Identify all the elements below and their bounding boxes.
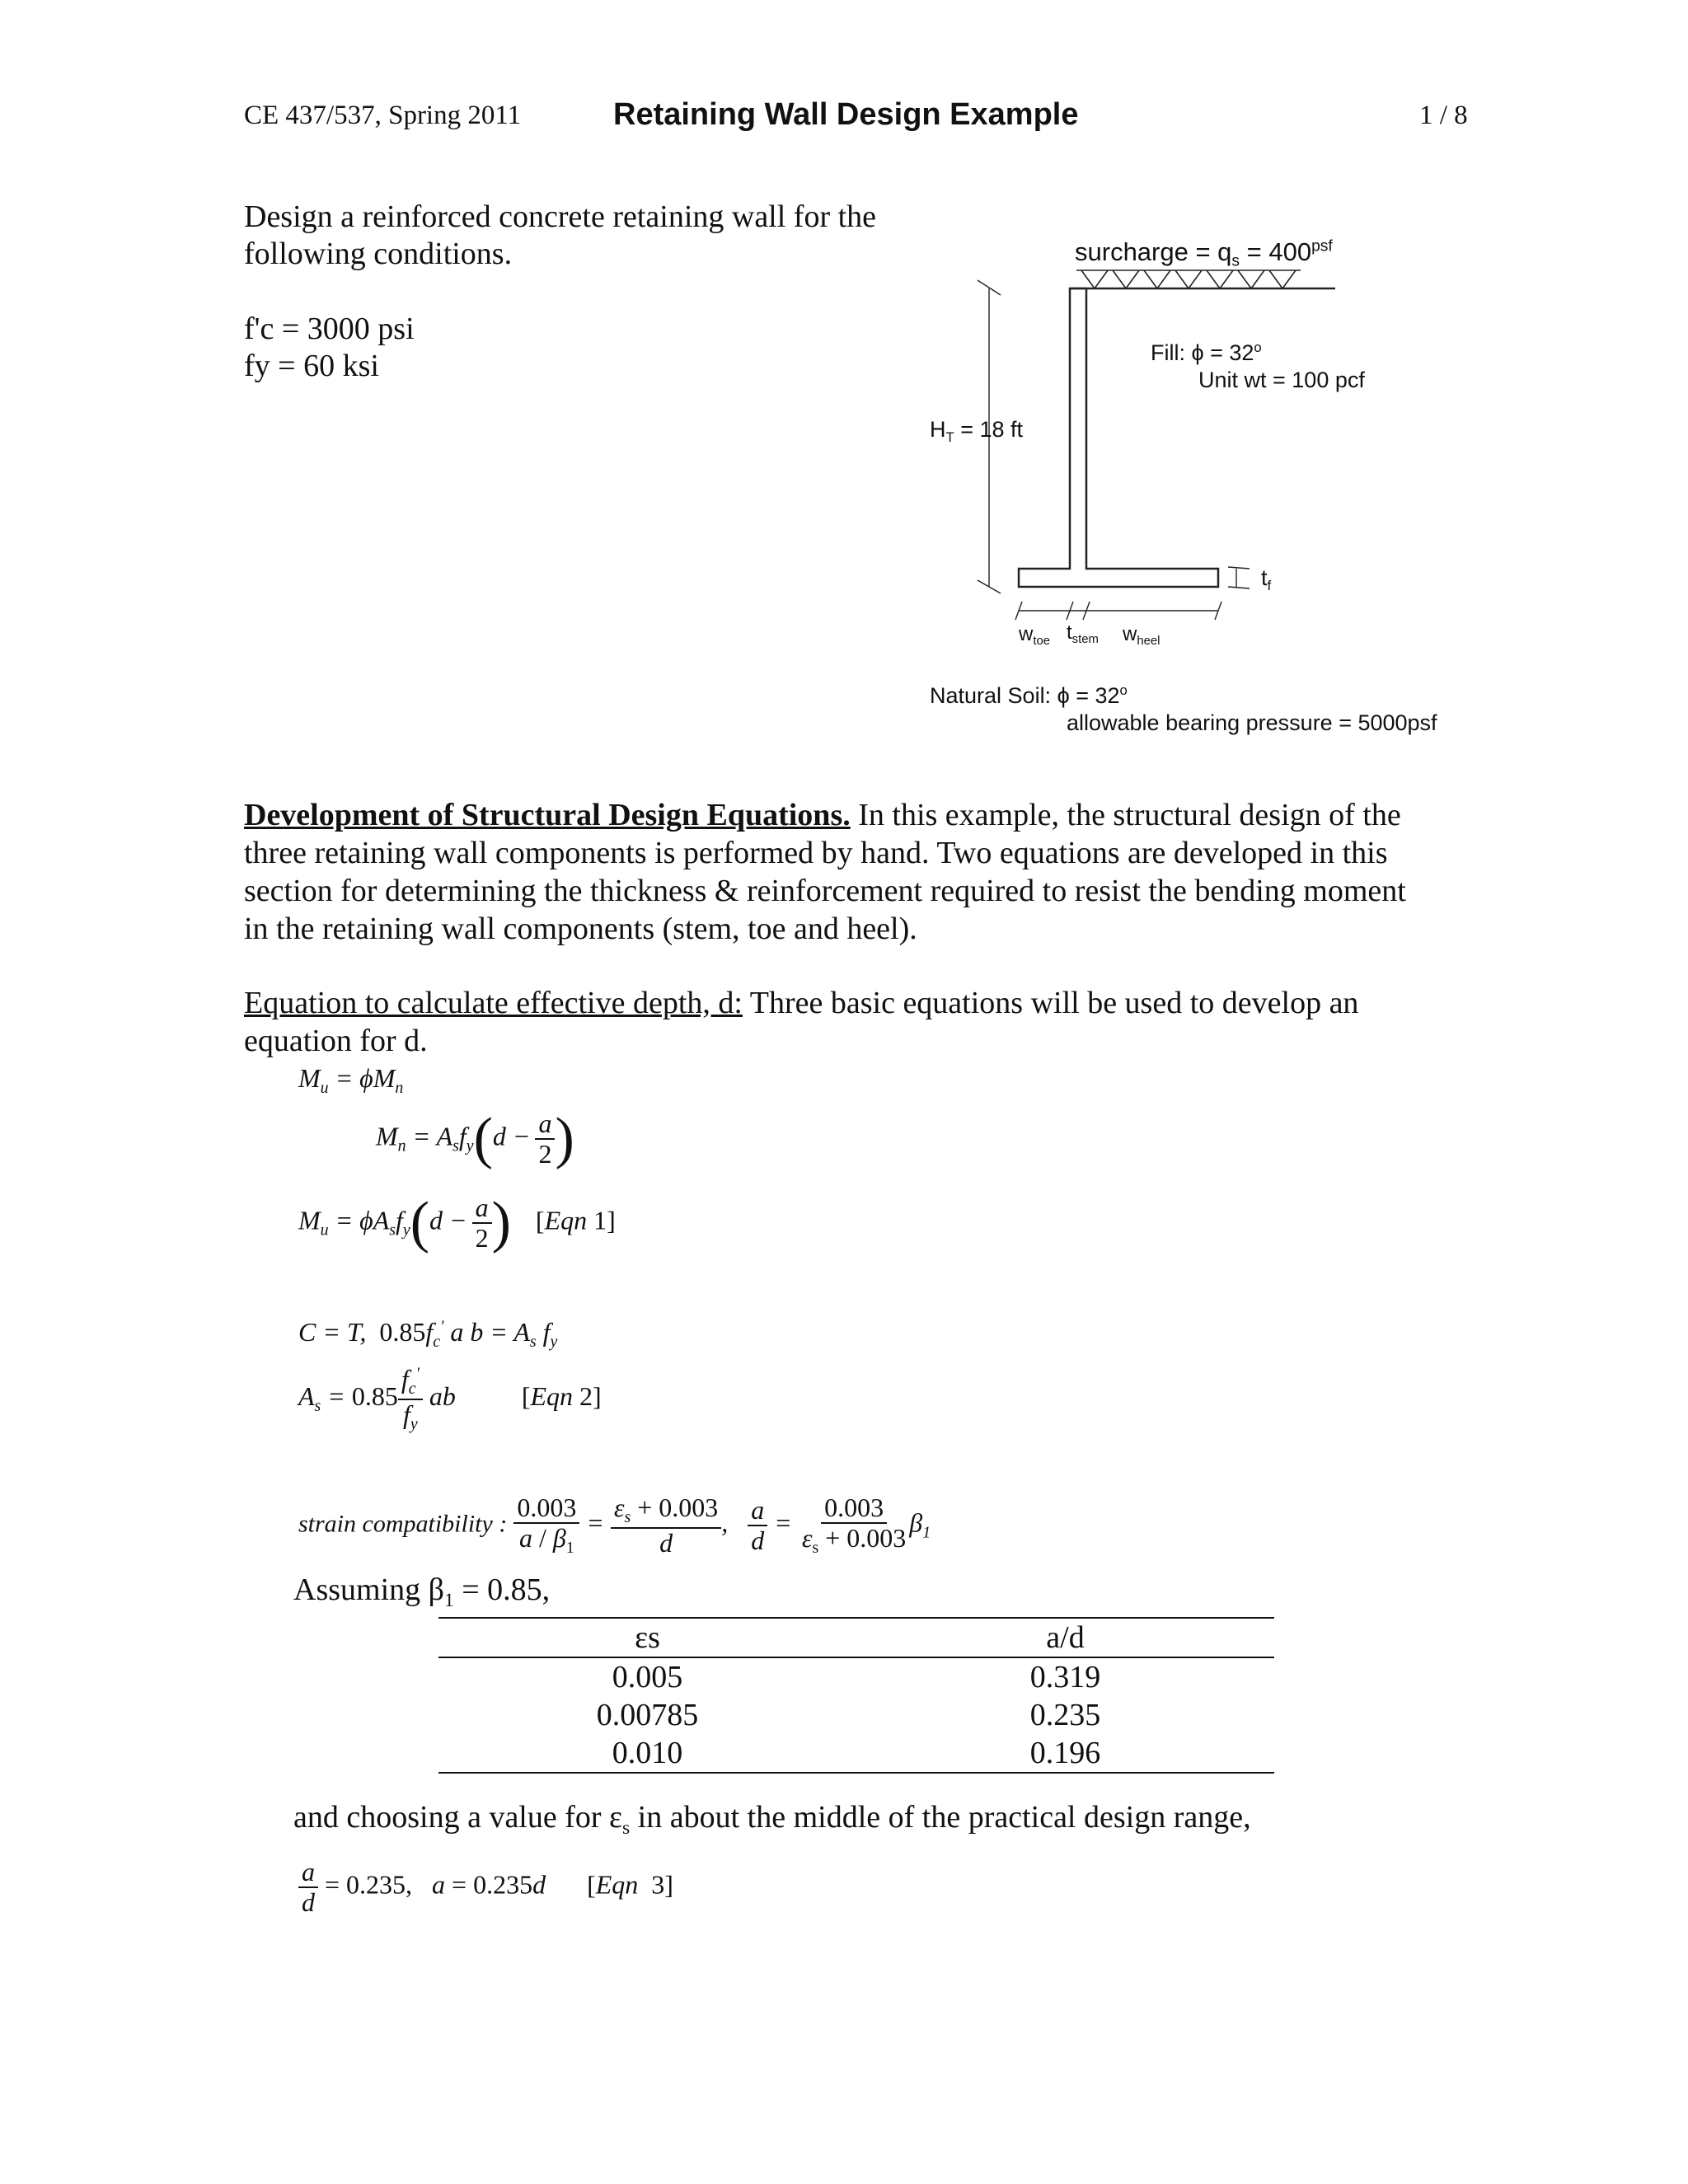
equation-mn: $M_n = A_sf_y(d$ − $\frac{a}{2}$ ) <box>376 1107 574 1171</box>
wall-height-label: $H_T = 18$ ft <box>930 417 1024 445</box>
surcharge-label: surcharge = $q_s = 400^{psf}$ <box>1075 237 1333 270</box>
column-header-strain: εs <box>635 1620 660 1655</box>
development-paragraph-line-1: Development of Structural Design Equations. In this example, the structural design of the <box>244 798 1401 832</box>
table-cell: 0.00785 <box>596 1698 699 1732</box>
table-row <box>438 1696 1274 1734</box>
strain-compatibility-label: strain compatibility : <box>298 1510 508 1538</box>
table-cell: 0.235 <box>1029 1698 1101 1732</box>
page-number: 1 / 8 <box>1419 101 1468 130</box>
table-cell: 0.005 <box>612 1660 683 1694</box>
development-heading: Development of Structural Design Equations. <box>244 798 851 832</box>
intro-line-2: following conditions. <box>244 237 513 271</box>
retaining-wall-diagram <box>0 0 1688 742</box>
table-cell: 0.010 <box>612 1736 683 1770</box>
toe-width-label: $w_{toe}$ <box>1019 623 1051 649</box>
footing-thickness-label: $t_f$ <box>1261 565 1272 593</box>
fill-friction-label: Fill: $\phi = 32^o$ <box>1151 340 1262 365</box>
heel-width-label: $w_{heel}$ <box>1123 623 1160 649</box>
equation-3: $\frac{a}{d}$ = 0.235, a = 0.235d [Eqn 3] <box>298 1858 673 1917</box>
choosing-strain-sentence: and choosing a value for $\varepsilon_s$ in about the middle of the practical design range, <box>293 1800 1251 1840</box>
effective-depth-line-2: equation for d. <box>244 1024 428 1058</box>
table-cell: 0.196 <box>1029 1736 1101 1770</box>
equation-mu-phi-mn: $M_u = \phi M_n$ <box>298 1063 404 1097</box>
table-row <box>438 1657 1274 1696</box>
effective-depth-heading: Equation to calculate effective depth, d: <box>244 986 743 1020</box>
page-title: Retaining Wall Design Example <box>613 97 1079 132</box>
table-cell: 0.319 <box>1029 1660 1101 1694</box>
equation-2: $A_s = 0.85$ $\frac{f_c'}{f_y}$ ab [Eqn 2] <box>298 1364 602 1433</box>
column-header-a-over-d: a/d <box>1046 1620 1085 1655</box>
intro-line-1: Design a reinforced concrete retaining wall for the <box>244 199 877 234</box>
equation-strain-compatibility: strain compatibility : $\frac{0.003}{a / \beta_1}$ = $\frac{\varepsilon_s + 0.003}{d}$ , $\frac{a}{d}$ = $\frac{0.003}{\varepsilon_s + 0.003}$ $\beta_1$ <box>298 1493 931 1558</box>
stem-thickness-label: $t_{stem}$ <box>1067 621 1099 647</box>
course-label: CE 437/537, Spring 2011 <box>244 101 522 130</box>
strain-ratio-table <box>438 1617 1274 1774</box>
bearing-pressure-label: allowable bearing pressure = 5000psf <box>1067 710 1437 735</box>
fill-unit-weight: Unit wt = 100 pcf <box>1198 368 1365 392</box>
equation-c-equals-t: C = T, $0.85f_c'$ a $b = A_s$ $f_y$ <box>298 1317 558 1351</box>
development-paragraph-line-4: in the retaining wall components (stem, toe and heel). <box>244 912 917 946</box>
concrete-strength: f'c = 3000 psi <box>244 312 415 346</box>
effective-depth-line-1: Equation to calculate effective depth, d: Three basic equations will be used to develop an <box>244 986 1359 1020</box>
steel-yield: fy = 60 ksi <box>244 349 379 383</box>
table-header-row <box>438 1618 1274 1657</box>
assuming-beta: Assuming $\beta_1 = 0.85$, <box>293 1572 551 1612</box>
table-row <box>438 1734 1274 1773</box>
development-paragraph-line-3: section for determining the thickness & reinforcement required to resist the bending moment <box>244 874 1406 908</box>
natural-soil-label: Natural Soil: $\phi = 32^o$ <box>930 682 1128 708</box>
equation-1: $M_u = \phi A_sf_y(d$ − $\frac{a}{2}$ ) [Eqn 1] <box>298 1191 616 1255</box>
development-paragraph-line-2: three retaining wall components is performed by hand. Two equations are developed in this <box>244 836 1388 870</box>
